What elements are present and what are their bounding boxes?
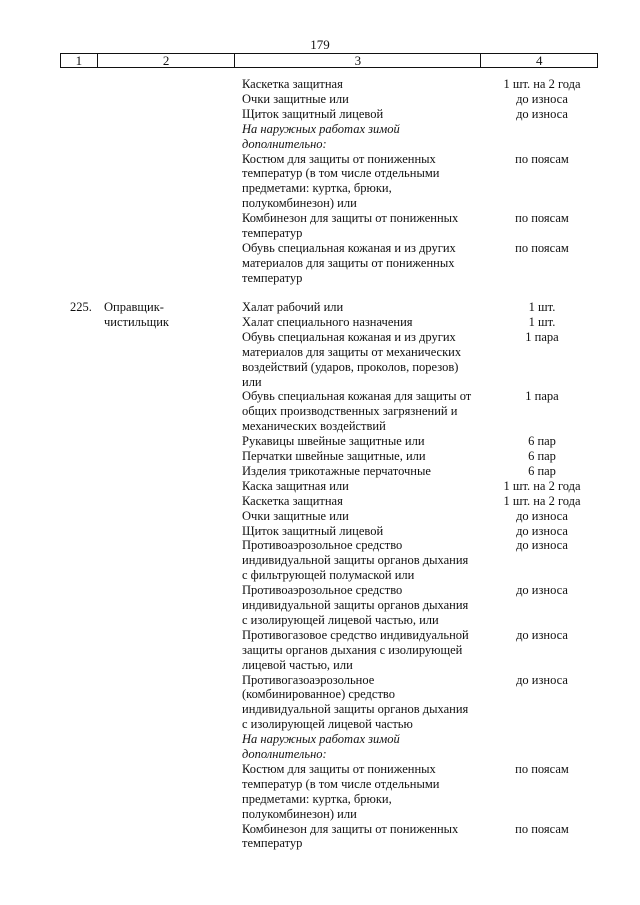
column-header-1: 1: [61, 54, 98, 67]
entry-item-text: Халат специального назначения: [242, 314, 413, 329]
entry-item-text: Очки защитные или: [242, 508, 349, 523]
entry-item-norm: до износа: [516, 627, 568, 642]
entry-item-text: или: [242, 374, 262, 389]
top-block-item-text: предметами: куртка, брюки,: [242, 181, 392, 196]
column-header-row: [60, 53, 598, 68]
top-block-item-norm: до износа: [516, 106, 568, 121]
entry-item-text: защиты органов дыхания с изолирующей: [242, 642, 463, 657]
entry-item-text: с изолирующей лицевой частью, или: [242, 612, 439, 627]
entry-item-text: материалов для защиты от механических: [242, 344, 462, 359]
entry-item-text: с фильтрующей полумаской или: [242, 568, 415, 583]
top-block-item-text: материалов для защиты от пониженных: [242, 255, 455, 270]
top-block-item-text: Каскетка защитная: [242, 77, 343, 91]
entry-item-norm: до износа: [516, 583, 568, 598]
top-block-item-text: температур: [242, 270, 303, 285]
entry-item-text: температур: [242, 836, 303, 851]
top-block-item-norm: 1 шт. на 2 года: [503, 77, 581, 91]
entry-item-text: с изолирующей лицевой частью: [242, 717, 413, 732]
top-block-item-norm: по поясам: [515, 151, 569, 166]
entry-item-text: Противогазовое средство индивидуальной: [242, 627, 469, 642]
top-block-item-text: температур: [242, 226, 303, 240]
entry-item-text: Противоаэрозольное средство: [242, 538, 403, 553]
entry-item-norm: до износа: [516, 508, 568, 523]
top-block-item-text: Щиток защитный лицевой: [242, 106, 384, 121]
entry-item-norm: 1 шт. на 2 года: [503, 493, 581, 508]
entry-item-text: полукомбинезон) или: [242, 806, 357, 821]
entry-item-norm: 1 шт. на 2 года: [503, 478, 581, 493]
entry-item-norm: до износа: [516, 523, 568, 538]
entry-item-text: Халат рабочий или: [242, 300, 344, 314]
entry-item-norm: по поясам: [515, 821, 569, 836]
entry-item-norm: 1 пара: [525, 389, 559, 404]
entry-item-text: Противоаэрозольное средство: [242, 583, 403, 598]
top-block-item-text: Очки защитные или: [242, 91, 349, 106]
entry-item-text: лицевой частью, или: [242, 657, 353, 672]
entry-item-norm: 6 пар: [528, 463, 556, 478]
top-block-item-norm: до износа: [516, 91, 568, 106]
entry-item-text: Перчатки швейные защитные, или: [242, 449, 426, 463]
entry-item-norm: 6 пар: [528, 449, 556, 463]
entry-item-text: Каска защитная или: [242, 478, 349, 493]
entry-item-text: общих производственных загрязнений и: [242, 404, 458, 419]
entry-item-text: дополнительно:: [242, 747, 327, 761]
page-number: 179: [310, 37, 330, 52]
entry-item-norm: 1 шт.: [528, 314, 556, 329]
top-block-item-text: полукомбинезон) или: [242, 196, 357, 211]
entry-item-text: индивидуальной защиты органов дыхания: [242, 702, 469, 717]
entry-item-text: механических воздействий: [242, 419, 386, 434]
entry-item-text: Щиток защитный лицевой: [242, 523, 384, 538]
entry-name-line-2: чистильщик: [104, 315, 170, 329]
entry-item-norm: по поясам: [515, 761, 569, 776]
entry-item-norm: до износа: [516, 538, 568, 553]
top-block-item-norm: по поясам: [515, 240, 569, 255]
entry-item-norm: 1 шт.: [528, 300, 556, 314]
entry-item-text: На наружных работах зимой: [242, 732, 400, 747]
top-block-item-text: Обувь специальная кожаная и из других: [242, 240, 456, 255]
entry-item-text: Изделия трикотажные перчаточные: [242, 463, 431, 478]
entry-item-text: Комбинезон для защиты от пониженных: [242, 821, 459, 836]
entry-item-text: Костюм для защиты от пониженных: [242, 761, 436, 776]
entry-item-text: Противогазоаэрозольное: [242, 672, 375, 687]
entry-item-norm: до износа: [516, 672, 568, 687]
top-block-item-text: температур (в том числе отдельными: [242, 166, 440, 181]
entry-item-text: воздействий (ударов, проколов, порезов): [242, 359, 459, 374]
entry-item-text: Обувь специальная кожаная и из других: [242, 329, 456, 344]
entry-name-line-1: Оправщик-: [104, 300, 164, 314]
column-header-3: 3: [235, 54, 481, 67]
column-header-4: 4: [535, 53, 543, 68]
entry-item-text: температур (в том числе отдельными: [242, 776, 440, 791]
top-block-item-text: дополнительно:: [242, 136, 327, 151]
entry-item-norm: 1 пара: [525, 329, 559, 344]
top-block-item-norm: по поясам: [515, 211, 569, 226]
entry-number: 225.: [70, 300, 92, 314]
top-block-item-text: Комбинезон для защиты от пониженных: [242, 211, 459, 226]
entry-item-text: предметами: куртка, брюки,: [242, 791, 392, 806]
entry-item-text: Обувь специальная кожаная для защиты от: [242, 389, 472, 404]
entry-item-text: индивидуальной защиты органов дыхания: [242, 553, 469, 568]
top-block-item-text: На наружных работах зимой: [242, 121, 400, 136]
top-block-item-text: Костюм для защиты от пониженных: [242, 151, 436, 166]
entry-item-text: Каскетка защитная: [242, 493, 343, 508]
entry-item-text: Рукавицы швейные защитные или: [242, 434, 425, 449]
column-header-2: 2: [98, 54, 235, 67]
entry-item-norm: 6 пар: [528, 434, 556, 449]
entry-item-text: (комбинированное) средство: [242, 687, 395, 702]
entry-item-text: индивидуальной защиты органов дыхания: [242, 598, 469, 612]
